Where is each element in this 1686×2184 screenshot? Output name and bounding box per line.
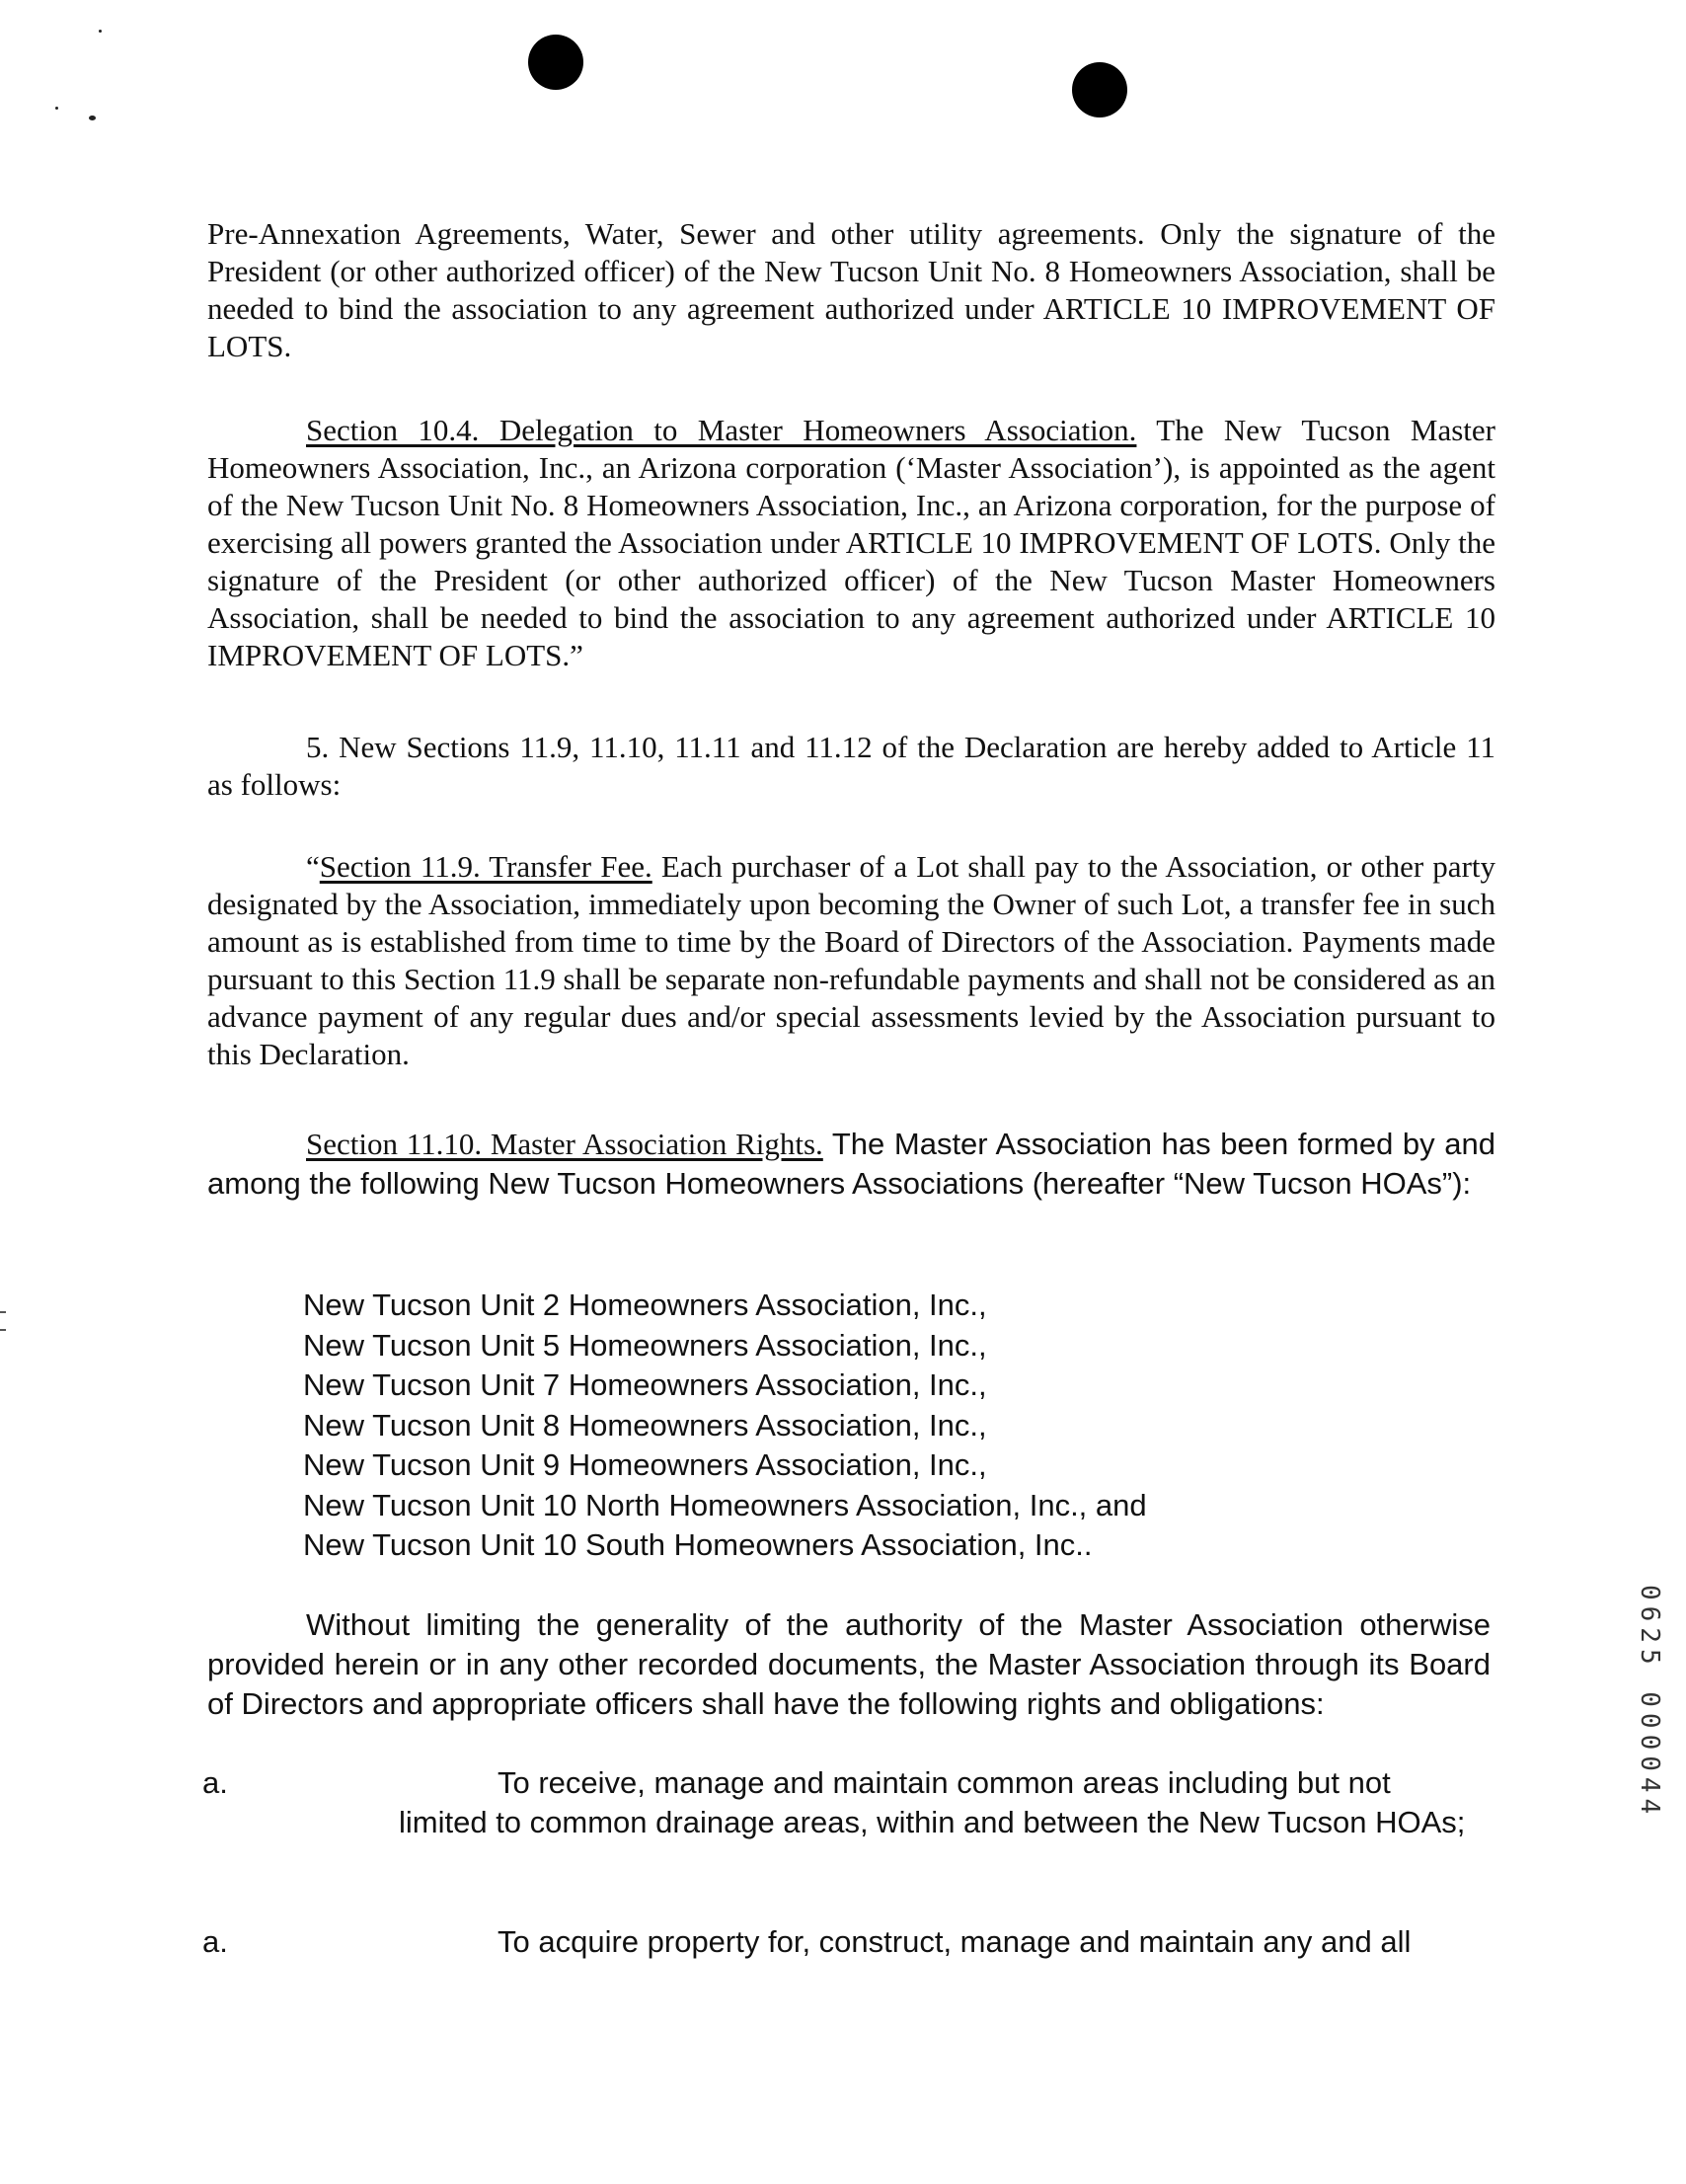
section-11-10-body: The Master Association has been formed by and among the following New Tucson Homeowners Associations (hereafter “New Tucson HOAs”):: [207, 1127, 1495, 1201]
open-quote: “: [306, 849, 320, 884]
list-item: New Tucson Unit 9 Homeowners Association, Inc.,: [303, 1447, 987, 1482]
scan-speck: [89, 116, 96, 120]
section-10-4-body: The New Tucson Master Homeowners Association, Inc., an Arizona corporation (‘Master Association’), is appointed as the agent of the New Tucson Unit No. 8 Homeowners Association, Inc., an Arizona corporation, for the purpose of exercising all powers granted the Association under ARTICLE 10 IMPROVEMENT OF LOTS. Only the signature of the President (or other authorized officer) of the New Tucson Master Homeowners Association, shall be needed to bind the association to any agreement authorized under ARTICLE 10 IMPROVEMENT OF LOTS.”: [207, 413, 1495, 672]
section-11-9-body: Each purchaser of a Lot shall pay to the Association, or other party designated by the Association, immediately upon becoming the Owner of such Lot, a transfer fee in such amount as is established from time to time by the Board of Directors of the Association. Payments made pursuant to this Section 11.9 shall be separate non-refundable payments and shall not be considered as an advance payment of any regular dues and/or special assessments levied by the Association pursuant to this Declaration.: [207, 849, 1495, 1071]
item-a-first-line: To receive, manage and maintain common areas including but not: [498, 1765, 1391, 1800]
list-item: New Tucson Unit 10 South Homeowners Association, Inc..: [303, 1527, 1093, 1562]
section-11-10-heading: Section 11.10. Master Association Rights.: [306, 1127, 823, 1161]
scan-speck: [99, 30, 102, 33]
section-11-9: [207, 848, 1495, 1073]
hoa-list: [303, 1286, 1147, 1566]
item-b-text: [399, 1922, 1483, 1962]
scan-speck: [55, 107, 58, 110]
section-11-9-heading: Section 11.9. Transfer Fee.: [319, 849, 652, 884]
section-11-10: [207, 1125, 1495, 1204]
item-letter: a.: [202, 1924, 228, 1959]
punch-hole-right: [1072, 62, 1127, 117]
paragraph-new-sections: 5. New Sections 11.9, 11.10, 11.11 and 11.12 of the Declaration are hereby added to Article 11 as follows:: [207, 730, 1495, 802]
bates-stamp: [1625, 1585, 1664, 1881]
section-10-4-heading: Section 10.4. Delegation to Master Homeowners Association.: [306, 413, 1137, 447]
section-10-4: [207, 412, 1495, 674]
item-b-first-line: To acquire property for, construct, manage and maintain any and all: [498, 1924, 1412, 1959]
bates-number: 0625 000044: [1635, 1585, 1664, 1821]
punch-hole-left: [528, 35, 583, 90]
list-item: New Tucson Unit 7 Homeowners Association, Inc.,: [303, 1367, 987, 1402]
item-a-text: [399, 1763, 1483, 1842]
list-item: New Tucson Unit 5 Homeowners Association, Inc.,: [303, 1327, 987, 1363]
list-item: New Tucson Unit 2 Homeowners Association, Inc.,: [303, 1287, 987, 1322]
list-item: New Tucson Unit 10 North Homeowners Association, Inc., and: [303, 1487, 1147, 1522]
scan-edge-mark: [0, 1311, 6, 1313]
item-letter: a.: [202, 1765, 228, 1800]
paragraph-without-limiting: Without limiting the generality of the authority of the Master Association otherwise provided herein or in any other recorded documents, the Master Association through its Board of Directors and appropriate officers shall have the following rights and obligations:: [207, 1607, 1491, 1721]
list-item: New Tucson Unit 8 Homeowners Association, Inc.,: [303, 1407, 987, 1443]
paragraph-pre-annexation: Pre-Annexation Agreements, Water, Sewer and other utility agreements. Only the signature of the President (or other authorized officer) of the New Tucson Unit No. 8 Homeowners Association, shall be needed to bind the association to any agreement authorized under ARTICLE 10 IMPROVEMENT OF LOTS.: [207, 216, 1495, 363]
item-a-rest: limited to common drainage areas, within and between the New Tucson HOAs;: [399, 1805, 1466, 1839]
scan-edge-mark: [0, 1329, 6, 1331]
